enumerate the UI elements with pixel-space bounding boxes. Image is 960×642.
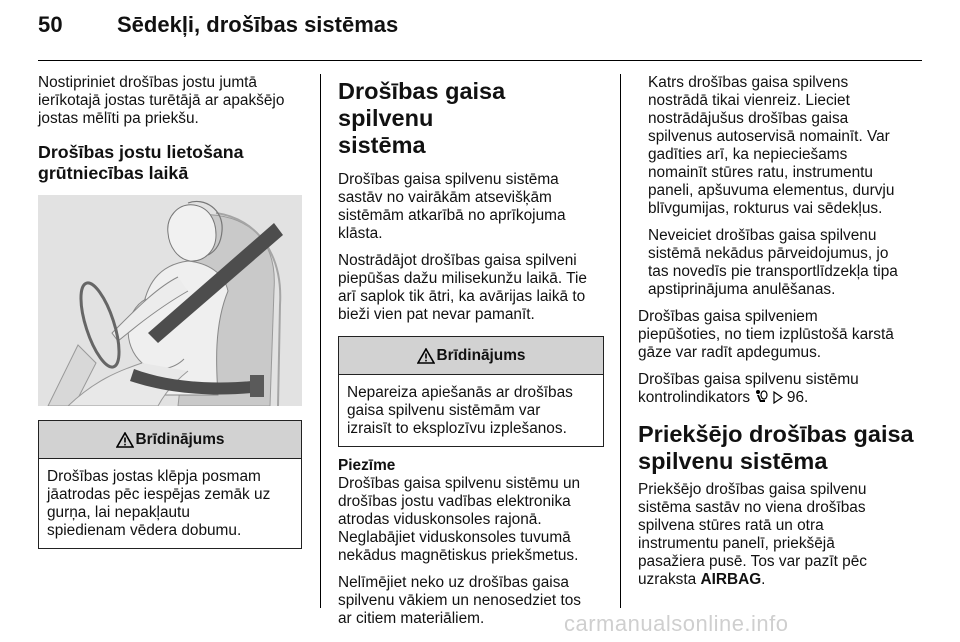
warning-title: Brīdinājums (135, 430, 225, 448)
column-1-warning-wrap (38, 420, 302, 549)
column-2 (338, 74, 604, 637)
page-header (0, 0, 960, 56)
warning-title: Brīdinājums (436, 346, 526, 364)
front-airbag-text: Priekšējo drošības gaisa spilvenu sistēma sastāv no viena drošības spilvena stūres ratā un otra instrumentu panelī, priekšējā pasažiera pusē. Tos var pazīt pēc uzraksta (638, 481, 867, 588)
pregnant-seatbelt-illustration (38, 195, 302, 406)
page-reference-icon (773, 391, 783, 404)
warning-triangle-icon (417, 348, 435, 364)
front-airbag-paragraph (638, 481, 928, 589)
warning-text: Drošības jostas klēpja posmam jāatrodas pēc iespējas zemāk uz gurņa, lai nepakļautu spiedienam vēdera dobumu. (47, 468, 271, 539)
warning-triangle-icon (116, 432, 134, 448)
warning-box-airbag (338, 336, 604, 447)
note-paragraph-2: Nelīmējiet neko uz drošības gaisa spilvenu vākiem un nenosedziet tos ar citiem materiāliem. (338, 574, 581, 627)
column-1 (38, 74, 304, 198)
period: . (761, 571, 766, 588)
warning-header (39, 421, 301, 459)
header-rule (38, 60, 922, 61)
section-heading-front-airbag: Priekšējo drošības gaisa spilvenu sistēma (638, 421, 914, 474)
airbag-intro-paragraph: Drošības gaisa spilvenu sistēma sastāv no vairākām atsevišķām sistēmām atkarībā no aprīkojuma klāsta. (338, 171, 566, 242)
warning-header (339, 337, 603, 375)
section-heading-airbag-system: Drošības gaisa spilvenu sistēma (338, 78, 506, 158)
airbag-deploy-paragraph: Nostrādājot drošības gaisa spilveni piepūšas dažu milisekunžu laikā. Tie arī saplok tik ātri, ka avārijas laikā to bieži vien pat nevar pamanīt. (338, 252, 587, 323)
airbag-indicator-icon (754, 389, 768, 404)
page-reference: 96. (786, 389, 809, 406)
chapter-title: Sēdekļi, drošības sistēmas (117, 12, 399, 37)
warning-text: Nepareiza apiešanās ar drošības gaisa spilvenu sistēmām var izraisīt to eksplozīvu izplešanos. (347, 384, 573, 437)
indented-block (638, 74, 928, 299)
column-divider-1 (320, 74, 321, 608)
airbag-indicator-paragraph (638, 371, 928, 407)
warning-box-pregnancy (38, 420, 302, 549)
airbag-label: AIRBAG (700, 571, 762, 588)
note-title: Piezīme (338, 457, 396, 474)
airbag-modification-paragraph: Neveiciet drošības gaisa spilvenu sistēmā nekādus pārveidojumus, jo tas novedīs pie transportlīdzekļa tipa apstiprinājuma anulēšanas. (648, 227, 898, 298)
intro-paragraph: Nostipriniet drošības jostu jumtā ierīkotajā jostas turētājā ar apakšējo jostas mēlīti pa priekšu. (38, 74, 285, 127)
column-3 (638, 74, 928, 598)
watermark: carmanualsonline.info (564, 611, 789, 636)
indicator-text: Drošības gaisa spilvenu sistēmu kontrolindikators (638, 371, 859, 406)
airbag-once-paragraph: Katrs drošības gaisa spilvens nostrādā tikai vienreiz. Lieciet nostrādājušus drošības gaisa spilvenus autoservisā nomainīt. Var gadīties arī, ka nepieciešams nomainīt stūres ratu, instrumentu paneli, apšuvuma elementus, durvju blīvgumijas, rokturus vai sēdekļus. (648, 74, 895, 217)
airbag-burn-paragraph: Drošības gaisa spilveniem piepūšoties, no tiem izplūstošā karstā gāze var radīt apdegumus. (638, 308, 894, 361)
page-number: 50 (38, 12, 63, 37)
note-paragraph-1: Drošības gaisa spilvenu sistēmu un drošības jostu vadības elektronika atrodas viduskonsoles rajonā. Neglabājiet viduskonsoles tuvumā nekādus magnētiskus priekšmetus. (338, 475, 581, 564)
section-heading-pregnancy: Drošības jostu lietošana grūtniecības laikā (38, 142, 244, 183)
column-divider-2 (620, 74, 621, 608)
